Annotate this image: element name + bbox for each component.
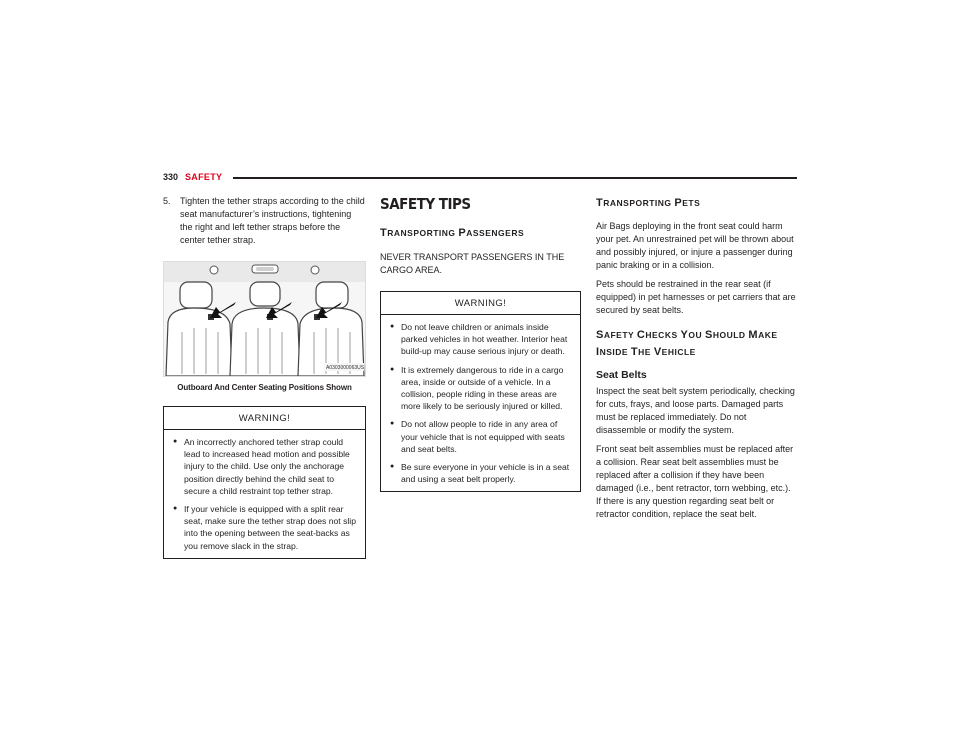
- cargo-warning-text: NEVER TRANSPORT PASSENGERS IN THE CARGO AREA.: [380, 252, 565, 275]
- seat-belts-paragraph-2: Front seat belt assemblies must be replaced after a collision. Rear seat belt assemblies must be replaced after a collision if they have been damaged (i.e., bent retractor, torn webbing, etc.). If there is any question regarding seat belt or retractor condition, replace the seat belt.: [596, 444, 794, 519]
- page-number: 330: [163, 172, 179, 182]
- bullet-icon: ●: [173, 438, 178, 445]
- step-5: [163, 195, 366, 247]
- seat-figure: [163, 261, 366, 377]
- figure-caption: Outboard And Center Seating Positions Shown: [177, 383, 352, 392]
- bullet-icon: ●: [390, 323, 395, 330]
- warning-title: WARNING!: [381, 292, 580, 315]
- header-rule: [233, 177, 797, 179]
- warning-item: ● Do not allow people to ride in any area of your vehicle that is not equipped with seats and seat belts.: [390, 419, 565, 454]
- column-3: [596, 195, 798, 521]
- step-text: Tighten the tether straps according to the child seat manufacturer’s instructions, tightening the right and left tether straps before the center tether strap.: [180, 196, 365, 245]
- transporting-pets-heading: TRANSPORTING PETS: [596, 197, 701, 209]
- rear-seat-illustration: [164, 262, 365, 376]
- column-2: [380, 195, 581, 492]
- pets-paragraph-2: Pets should be restrained in the rear seat (if equipped) in pet harnesses or pet carriers that are secured by seat belts.: [596, 279, 796, 315]
- warning-item: ● If your vehicle is equipped with a split rear seat, make sure the tether strap does not slip into the opening between the seat-backs as you remove slack in the strap.: [173, 504, 356, 551]
- pets-paragraph-1: Air Bags deploying in the front seat could harm your pet. An unrestrained pet will be thrown about and possibly injured, or injure a passenger during panic braking or in a collision.: [596, 221, 794, 270]
- seat-belts-paragraph-1: Inspect the seat belt system periodically, checking for cuts, frays, and loose parts. Damaged parts must be replaced immediately. Do not disassemble or modify the system.: [596, 386, 795, 435]
- warning-box-2: [380, 291, 581, 492]
- warning-item: ● It is extremely dangerous to ride in a cargo area, inside or outside of a vehicle. In a collision, people riding in these areas are more likely to be seriously injured or killed.: [390, 364, 564, 412]
- safety-checks-heading: SAFETY CHECKS YOU SHOULD MAKE INSIDE THE VEHICLE: [596, 329, 778, 358]
- transporting-passengers-heading: TRANSPORTING PASSENGERS: [380, 227, 525, 239]
- step-number: 5.: [163, 196, 171, 206]
- safety-tips-title: SAFETY TIPS: [380, 195, 471, 213]
- figure-code: A0303000063US: [326, 365, 365, 371]
- bullet-icon: ●: [390, 365, 395, 373]
- seat-belts-heading: Seat Belts: [596, 369, 647, 381]
- page-header: [163, 172, 797, 186]
- warning-item: ● Be sure everyone in your vehicle is in a seat and using a seat belt properly.: [390, 462, 570, 485]
- bullet-icon: ●: [390, 463, 395, 471]
- warning-box-1: [163, 406, 366, 559]
- bullet-icon: ●: [390, 420, 395, 428]
- warning-item: ● An incorrectly anchored tether strap could lead to increased head motion and possible injury to the child. Use only the anchorage position directly behind the child seat to secure a child restraint top tether strap.: [173, 437, 350, 496]
- section-name: SAFETY: [185, 172, 223, 182]
- column-1: [163, 195, 366, 559]
- warning-item: ● Do not leave children or animals inside parked vehicles in hot weather. Interior heat build-up may cause serious injury or death.: [390, 322, 568, 357]
- warning-title: WARNING!: [164, 407, 365, 430]
- bullet-icon: ●: [173, 505, 178, 513]
